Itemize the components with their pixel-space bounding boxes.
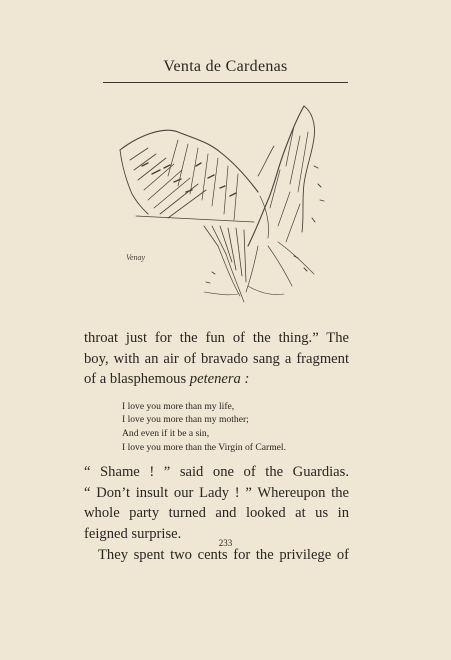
verse-line: I love you more than my life,: [122, 400, 235, 412]
verse-line: And even if it be a sin,: [122, 427, 210, 439]
mountain-sketch-illustration: [108, 96, 348, 314]
artist-signature: Venay: [126, 253, 146, 262]
text-line: “ Don’t insult our Lady ! ” Whereupon the: [84, 484, 349, 501]
verse-line: I love you more than my mother;: [122, 414, 249, 426]
text-line: throat just for the fun of the thing.” The: [84, 330, 349, 346]
verse-line: I love you more than the Virgin of Carmel.: [122, 441, 286, 453]
text-line: feigned surprise.: [84, 525, 182, 542]
text-line: whole party turned and looked at us in: [84, 505, 349, 522]
text-line: They spent two cents for the privilege of: [98, 546, 349, 563]
text-line: [84, 369, 349, 390]
body-text: [84, 328, 349, 565]
text-line: boy, with an air of bravado sang a fragment: [84, 350, 349, 367]
header-rule: [103, 82, 348, 83]
italic-term: petenera :: [189, 371, 250, 388]
verse-block: [122, 400, 349, 454]
text-line: “ Shame ! ” said one of the Guardias.: [84, 464, 349, 481]
text-fragment: of a blasphemous: [84, 371, 190, 388]
page-number: 233: [218, 538, 233, 548]
running-title: Venta de Cardenas: [163, 58, 288, 75]
